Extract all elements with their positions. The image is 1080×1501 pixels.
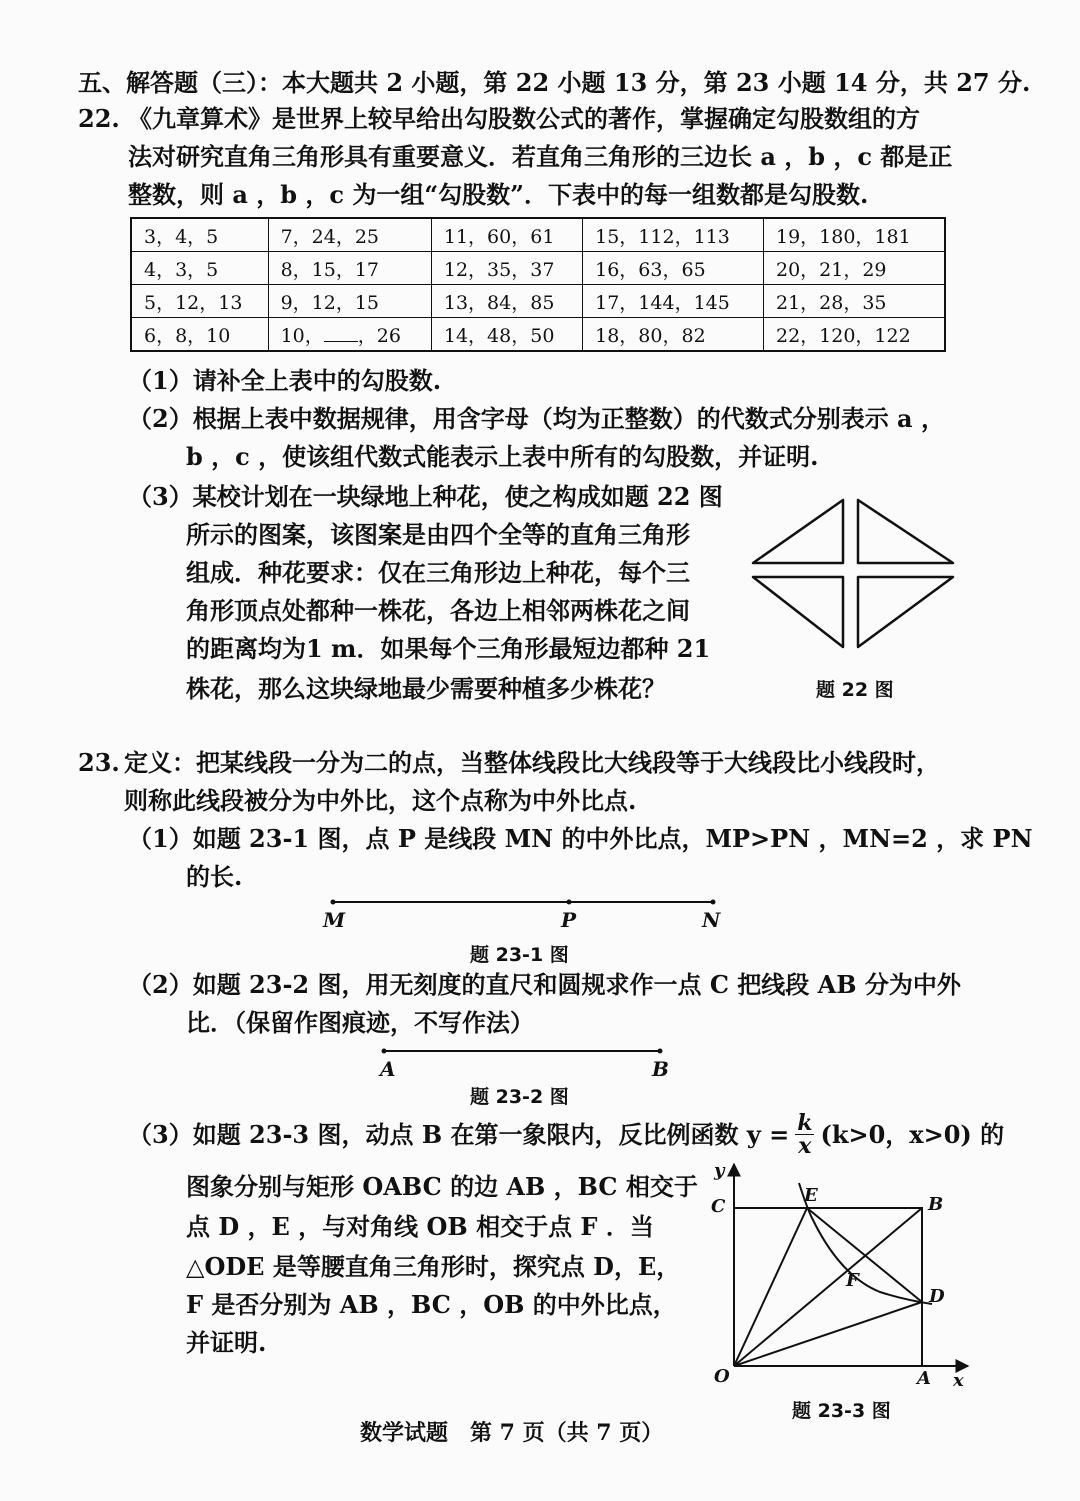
label-y: y — [714, 1160, 725, 1181]
blank-suffix: ，26 — [357, 324, 401, 347]
table-cell: 18，80，82 — [583, 318, 764, 352]
label-m: M — [323, 908, 346, 932]
fraction-numerator: k — [797, 1110, 813, 1136]
table-row — [131, 218, 945, 252]
label-d: D — [929, 1286, 945, 1307]
table-cell: 19，180，181 — [763, 218, 945, 252]
q23-part1-line1: （1）如题 23-1 图，点 P 是线段 MN 的中外比点，MP>PN ，MN=2 ，求 PN — [128, 824, 1033, 853]
table-cell: 21，28，35 — [763, 285, 945, 318]
q22-intro-2: 法对研究直角三角形具有重要意义．若直角三角形的三边长 a ，b ，c 都是正 — [128, 142, 953, 171]
q23-part3-line1-tail: (k>0，x>0) 的 — [820, 1119, 1005, 1149]
q23-number: 23. — [78, 748, 120, 777]
figure-23-1-segment — [325, 895, 725, 909]
table-cell: 5，12，13 — [131, 285, 268, 318]
q23-part3-line2: 图象分别与矩形 OABC 的边 AB ，BC 相交于 — [186, 1172, 698, 1201]
table-cell: 9，12，15 — [268, 285, 431, 318]
table-cell: 15，112，113 — [583, 218, 764, 252]
table-cell: 17，144，145 — [583, 285, 764, 318]
label-e: E — [804, 1185, 818, 1206]
table-cell: 22，120，122 — [763, 318, 945, 352]
figure-23-1-caption: 题 23-1 图 — [470, 944, 569, 966]
q23-definition-line2: 则称此线段被分为中外比，这个点称为中外比点. — [124, 786, 637, 815]
table-cell: 4，3，5 — [131, 252, 268, 285]
label-a: A — [380, 1057, 396, 1081]
q22-part3-line4: 角形顶点处都种一株花，各边上相邻两株花之间 — [186, 596, 690, 625]
table-cell: 13，84，85 — [431, 285, 582, 318]
point-a — [382, 1049, 387, 1054]
label-f: F — [846, 1270, 859, 1291]
point-p — [567, 900, 572, 905]
diagonal-ob — [734, 1208, 922, 1366]
label-b-fig3: B — [928, 1194, 944, 1215]
q22-intro-3: 整数，则 a ，b ，c 为一组“勾股数”．下表中的每一组数都是勾股数. — [128, 180, 869, 209]
fraction-k-over-x — [795, 1112, 814, 1157]
point-n — [711, 900, 716, 905]
fraction-denominator: x — [798, 1133, 812, 1159]
q23-part3-line4: △ODE 是等腰直角三角形时，探究点 D，E， — [186, 1252, 681, 1281]
table-row — [131, 252, 945, 285]
q22-part2-line2: b ，c ，使该组代数式能表示上表中所有的勾股数，并证明. — [186, 442, 819, 471]
q23-part3-line6: 并证明. — [186, 1328, 267, 1357]
segment-oe — [734, 1208, 807, 1366]
point-b — [658, 1049, 663, 1054]
q22-part3-line1: （3）某校计划在一块绿地上种花，使之构成如题 22 图 — [128, 482, 723, 511]
figure-22-caption: 题 22 图 — [816, 679, 894, 701]
pythagorean-table — [130, 217, 946, 352]
table-cell: 12，35，37 — [431, 252, 582, 285]
label-b: B — [652, 1057, 669, 1081]
q22-part3-line2: 所示的图案，该图案是由四个全等的直角三角形 — [186, 520, 690, 549]
blank-prefix: 10， — [280, 324, 324, 347]
table-row — [131, 285, 945, 318]
triangle-top-left — [753, 500, 843, 563]
q23-part3-line5: F 是否分别为 AB ，BC ，OB 的中外比点， — [186, 1290, 677, 1319]
table-cell: 8，15，17 — [268, 252, 431, 285]
q22-part1: （1）请补全上表中的勾股数. — [128, 366, 442, 395]
table-cell-blank[interactable] — [268, 318, 431, 352]
q22-part3-line3: 组成．种花要求：仅在三角形边上种花，每个三 — [186, 558, 690, 587]
q23-definition-line1: 定义：把某线段一分为二的点，当整体线段比大线段等于大线段比小线段时， — [124, 748, 940, 777]
q22-part3-line6: 株花，那么这块绿地最少需要种植多少株花？ — [186, 674, 666, 703]
q23-part1-line2: 的长. — [186, 862, 243, 891]
figure-23-3-caption: 题 23-3 图 — [792, 1400, 891, 1422]
hyperbola-curve — [799, 1183, 932, 1304]
answer-blank[interactable] — [324, 323, 358, 342]
table-cell: 20，21，29 — [763, 252, 945, 285]
table-cell: 14，48，50 — [431, 318, 582, 352]
section-header: 五、解答题（三）：本大题共 2 小题，第 22 小题 13 分，第 23 小题 14 分，共 27 分. — [78, 68, 1031, 97]
figure-23-2-segment — [378, 1044, 668, 1058]
table-cell: 6，8，10 — [131, 318, 268, 352]
q23-part2-line2: 比．（保留作图痕迹，不写作法） — [186, 1008, 534, 1037]
q22-number: 22. — [78, 104, 120, 133]
q23-part3-line1-text: （3）如题 23-3 图，动点 B 在第一象限内，反比例函数 y = — [128, 1119, 790, 1149]
table-cell: 3，4，5 — [131, 218, 268, 252]
triangle-bottom-left — [753, 577, 843, 647]
label-a-fig3: A — [917, 1368, 931, 1389]
table-cell: 16，63，65 — [583, 252, 764, 285]
point-m — [331, 900, 336, 905]
q23-part3-line3: 点 D ，E ，与对角线 OB 相交于点 F ．当 — [186, 1212, 654, 1241]
label-p: P — [561, 908, 577, 932]
figure-23-2-caption: 题 23-2 图 — [470, 1086, 569, 1108]
q22-part3-line5: 的距离均为1 m．如果每个三角形最短边都种 21 — [186, 634, 711, 663]
segment-od — [734, 1302, 922, 1366]
label-o: O — [714, 1366, 730, 1387]
label-n: N — [702, 908, 721, 932]
figure-22-diagram — [748, 495, 958, 655]
table-cell: 7，24，25 — [268, 218, 431, 252]
figure-23-3-diagram — [700, 1158, 980, 1388]
q23-part2-line1: （2）如题 23-2 图，用无刻度的直尺和圆规求作一点 C 把线段 AB 分为中外 — [128, 970, 961, 999]
table-cell: 11，60，61 — [431, 218, 582, 252]
triangle-top-right — [858, 500, 953, 563]
q22-part2-line1: （2）根据上表中数据规律，用含字母（均为正整数）的代数式分别表示 a ， — [128, 404, 945, 433]
q22-intro-1: 《九章算术》是世界上较早给出勾股数公式的著作，掌握确定勾股数组的方 — [128, 104, 920, 133]
label-x: x — [953, 1370, 964, 1391]
triangle-bottom-right — [858, 577, 953, 647]
page-footer: 数学试题 第 7 页（共 7 页） — [360, 1420, 664, 1446]
table-row — [131, 318, 945, 352]
q23-part3-line1 — [128, 1112, 1004, 1157]
label-c: C — [711, 1196, 726, 1217]
